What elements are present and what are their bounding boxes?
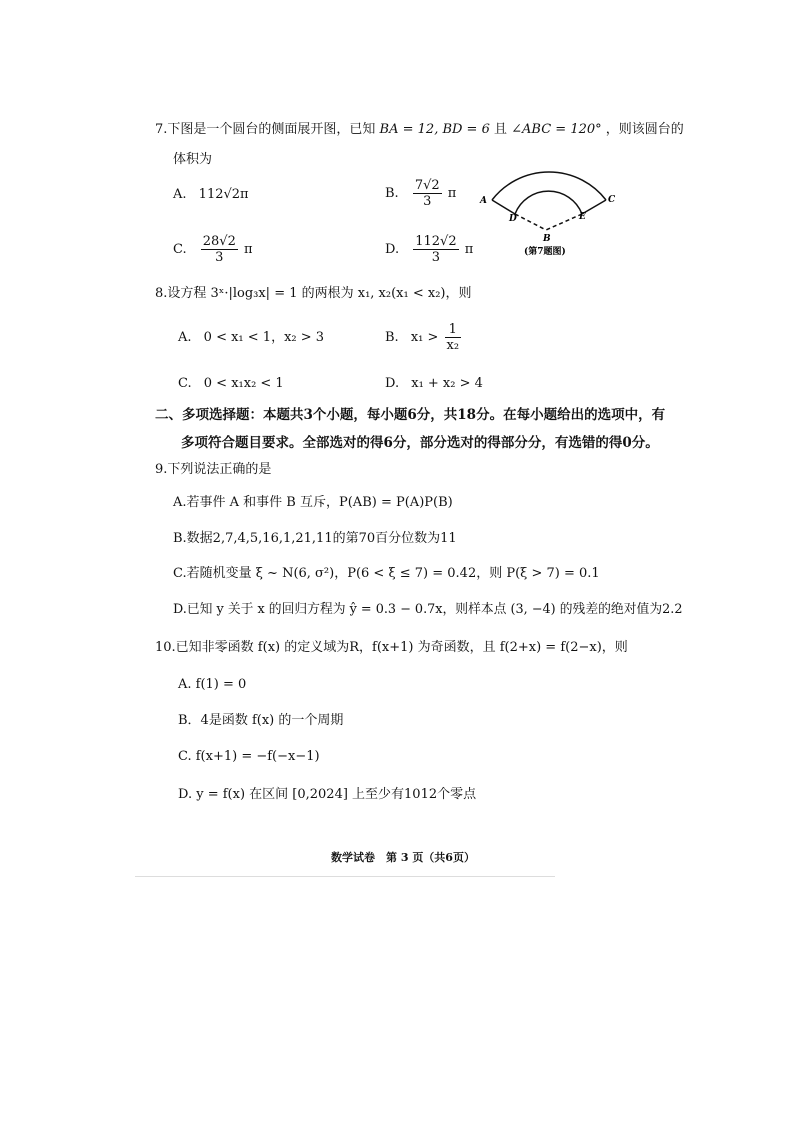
fraction-numerator: 7√2 (414, 178, 440, 193)
label-e: E (579, 212, 586, 222)
q10-option-c: C. f(x+1) = −f(−x−1) (178, 749, 320, 764)
q9-stem: 9.下列说法正确的是 (155, 462, 272, 477)
fraction-numerator: 1 (445, 322, 462, 338)
label-c: C (608, 195, 616, 205)
fraction (445, 322, 462, 353)
section2-line2: 多项符合题目要求。全部选对的得6分，部分选对的得部分分，有选错的得0分。 (181, 435, 659, 451)
q8-option-a (178, 329, 324, 347)
option-letter: D. (385, 376, 400, 391)
label-a: A (480, 196, 487, 206)
q7-option-d (385, 234, 473, 265)
q7-angle: ∠ABC = 120° (511, 122, 602, 137)
option-text: 0 < x₁ < 1，x₂ > 3 (203, 330, 325, 345)
outer-arc (492, 172, 606, 200)
q7-stem2: 体积为 (173, 152, 213, 167)
q8-stem: 8.设方程 3ˣ·|log₃x| = 1 的两根为 x₁, x₂(x₁ < x₂)，则 (155, 286, 472, 301)
fraction-denominator: x₂ (446, 338, 460, 353)
option-letter: D. (385, 242, 400, 257)
q10-option-d: D. y = f(x) 在区间 [0,2024] 上至少有1012个零点 (178, 787, 477, 802)
q9-option-c: C.若随机变量 ξ ~ N(6, σ²)，P(6 < ξ ≤ 7) = 0.42，则 P(ξ > 7) = 0.1 (173, 566, 600, 581)
side-ad (492, 200, 515, 214)
q7-given: BA = 12, BD = 6 (379, 122, 490, 137)
dashed-eb (546, 214, 582, 230)
q7-and: 且 (494, 122, 508, 137)
option-text: x₁ + x₂ > 4 (411, 376, 483, 391)
option-text: 0 < x₁x₂ < 1 (203, 376, 284, 391)
q7-stem-line (155, 121, 684, 139)
option-text: 112√2π (198, 187, 249, 202)
section2-line1: 二、多项选择题：本题共3个小题，每小题6分，共18分。在每小题给出的选项中，有 (155, 407, 666, 423)
option-tail: π (464, 242, 474, 257)
option-letter: A. (178, 330, 192, 345)
q7-stem: 7.下图是一个圆台的侧面展开图，已知 (155, 122, 376, 137)
q7-suffix: ，则该圆台的 (605, 122, 684, 137)
footer-divider (135, 876, 555, 877)
q7-option-a (173, 186, 249, 204)
fraction-numerator: 28√2 (202, 234, 236, 249)
option-letter: C. (173, 242, 187, 257)
q8-option-d (385, 375, 483, 393)
q7-figure (478, 152, 618, 260)
q7-option-c (173, 234, 253, 265)
q10-option-b: B．4是函数 f(x) 的一个周期 (178, 713, 344, 728)
inner-arc (515, 191, 582, 214)
fraction-denominator: 3 (423, 194, 432, 209)
dashed-db (515, 214, 546, 230)
option-tail: π (447, 186, 457, 201)
option-letter: B. (385, 330, 399, 345)
option-letter: C. (178, 376, 192, 391)
q9-option-a: A.若事件 A 和事件 B 互斥，P(AB) = P(A)P(B) (173, 495, 453, 510)
fraction (413, 234, 458, 265)
fraction-numerator: 112√2 (415, 234, 457, 249)
option-tail: π (244, 242, 253, 257)
option-letter: A. (173, 187, 187, 202)
q8-option-b (385, 322, 463, 353)
fraction-denominator: 3 (215, 250, 224, 265)
fraction (413, 178, 442, 209)
q7-option-b (385, 178, 456, 209)
q10-option-a: A. f(1) = 0 (178, 677, 247, 692)
label-d: D (509, 214, 517, 224)
q8-option-c (178, 375, 284, 393)
q9-option-b: B.数据2,7,4,5,16,1,21,11的第70百分位数为11 (173, 531, 457, 546)
q9-option-d: D.已知 y 关于 x 的回归方程为 ŷ = 0.3 − 0.7x，则样本点 (3, −4) 的残差的绝对值为2.2 (173, 602, 683, 617)
page-footer: 数学试卷 第 3 页（共6页） (331, 851, 475, 864)
fraction (201, 234, 238, 265)
figure-caption: (第7题图) (524, 247, 566, 257)
option-lead: x₁ > (410, 330, 439, 345)
q10-stem: 10.已知非零函数 f(x) 的定义域为R，f(x+1) 为奇函数，且 f(2+x) = f(2−x)，则 (155, 640, 628, 655)
fraction-denominator: 3 (431, 250, 441, 265)
option-letter: B. (385, 186, 399, 201)
label-b: B (543, 234, 551, 244)
